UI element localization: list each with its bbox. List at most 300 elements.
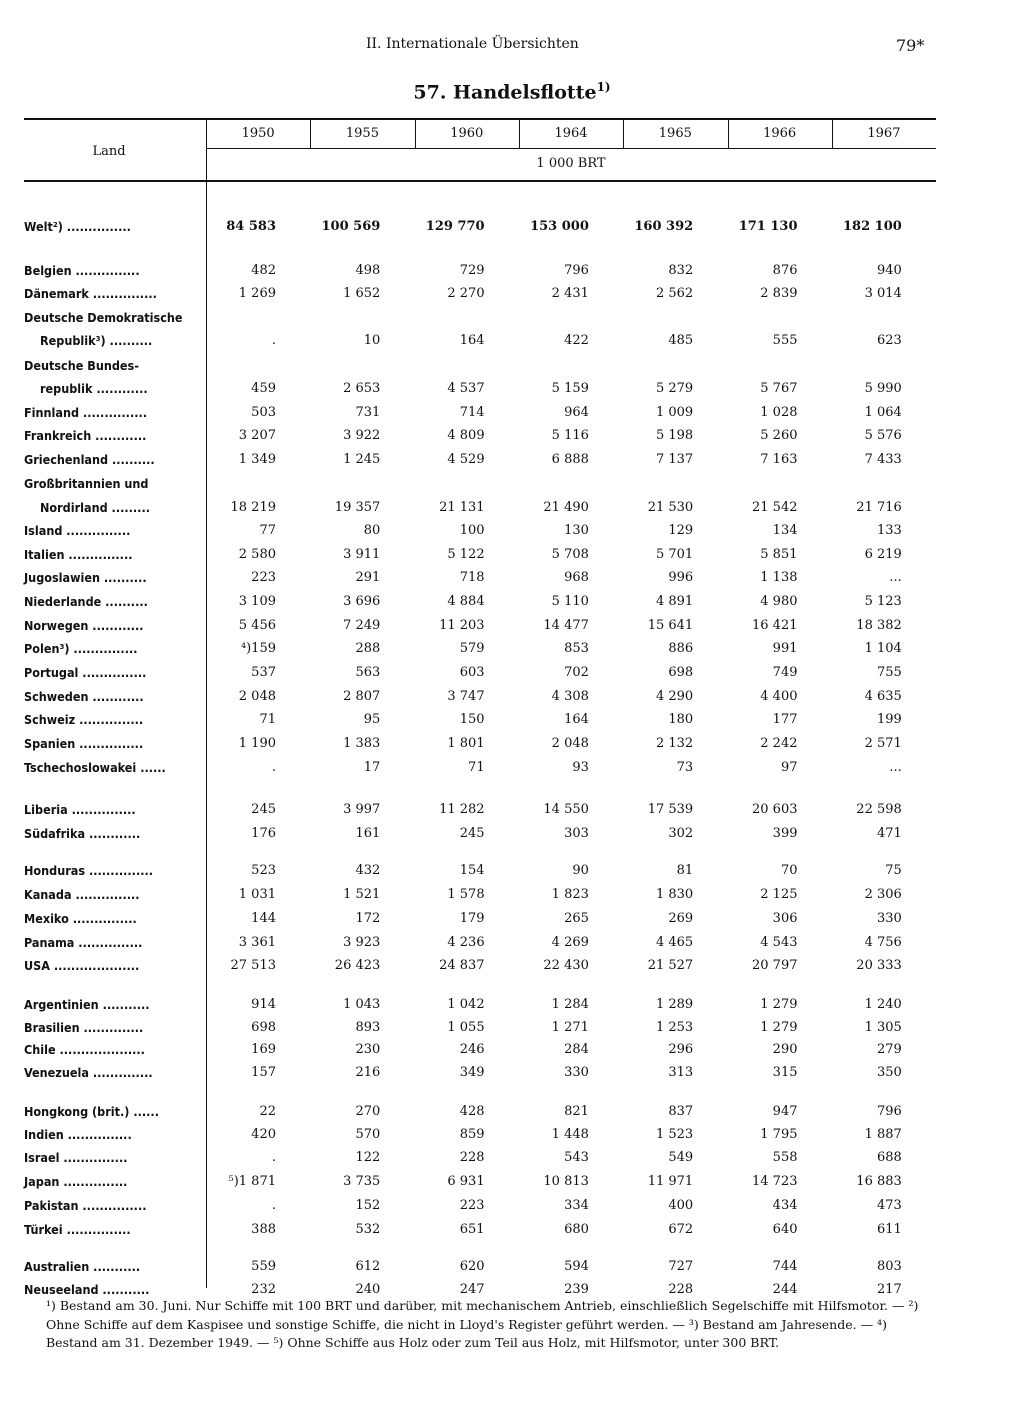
value-cell: 543 <box>564 1150 589 1165</box>
value-cell: 2 270 <box>447 286 485 301</box>
value-cell: 651 <box>459 1222 485 1237</box>
value-cell: 3 207 <box>238 428 276 443</box>
table-row <box>20 310 936 332</box>
country-label: Indien ............... <box>24 1127 132 1142</box>
table-row <box>20 618 936 640</box>
country-label: Italien ............... <box>24 547 133 562</box>
table-row <box>20 1259 936 1281</box>
value-cell: 84 583 <box>226 219 276 234</box>
value-cell: 968 <box>564 570 589 585</box>
value-cell: 1 042 <box>447 997 485 1012</box>
value-cell: 7 433 <box>864 452 902 467</box>
value-cell: 20 333 <box>856 958 902 973</box>
value-cell: 3 696 <box>343 594 381 609</box>
value-cell: 129 770 <box>425 219 485 234</box>
unit-header: 1 000 BRT <box>536 156 606 171</box>
value-cell: 129 <box>668 523 694 538</box>
value-cell: 755 <box>876 665 902 680</box>
value-cell: 22 430 <box>543 958 589 973</box>
value-cell: 11 282 <box>439 802 485 817</box>
value-cell: 153 000 <box>530 219 589 234</box>
value-cell: 296 <box>668 1042 694 1057</box>
column-divider <box>728 118 729 148</box>
column-divider <box>519 118 520 148</box>
table-row <box>20 935 936 957</box>
value-cell: 160 392 <box>634 219 694 234</box>
year-header: 1964 <box>554 126 588 141</box>
table-row <box>20 1174 936 1196</box>
table-row <box>20 523 936 545</box>
value-cell: 680 <box>564 1222 589 1237</box>
table-row <box>20 547 936 569</box>
value-cell: 893 <box>355 1020 381 1035</box>
value-cell: 1 104 <box>864 641 902 656</box>
country-label: Belgien ............... <box>24 263 140 278</box>
value-cell: 570 <box>355 1127 381 1142</box>
value-cell: 303 <box>564 826 589 841</box>
country-label: Welt²) ............... <box>24 219 131 234</box>
table-row <box>20 1150 936 1172</box>
country-label: Schweiz ............... <box>24 712 144 727</box>
value-cell: 291 <box>355 570 381 585</box>
table-row <box>20 500 936 522</box>
table-row <box>20 219 936 241</box>
value-cell: 21 527 <box>647 958 694 973</box>
value-cell: 217 <box>876 1282 902 1297</box>
value-cell: 698 <box>251 1020 276 1035</box>
value-cell: 171 130 <box>738 219 798 234</box>
value-cell: 744 <box>772 1259 798 1274</box>
country-label: Griechenland .......... <box>24 452 155 467</box>
table-row <box>20 689 936 711</box>
value-cell: 5 851 <box>760 547 798 562</box>
value-cell: 1 269 <box>238 286 276 301</box>
value-cell: 1 578 <box>447 887 485 902</box>
value-cell: 284 <box>564 1042 589 1057</box>
value-cell: 5 260 <box>760 428 798 443</box>
value-cell: 21 490 <box>543 500 589 515</box>
value-cell: 81 <box>676 863 694 878</box>
value-cell: 549 <box>668 1150 694 1165</box>
value-cell: 2 562 <box>655 286 694 301</box>
value-cell: 964 <box>564 405 589 420</box>
value-cell: 428 <box>459 1104 485 1119</box>
value-cell: 21 542 <box>752 500 798 515</box>
value-cell: 1 138 <box>760 570 798 585</box>
value-cell: 603 <box>459 665 485 680</box>
value-cell: 672 <box>668 1222 694 1237</box>
value-cell: 4 756 <box>864 935 902 950</box>
value-cell: 17 539 <box>647 802 694 817</box>
value-cell: 859 <box>459 1127 485 1142</box>
table-row <box>20 760 936 782</box>
value-cell: 702 <box>564 665 589 680</box>
country-label: Japan ............... <box>24 1174 128 1189</box>
value-cell: 485 <box>668 333 694 348</box>
country-label: Island ............... <box>24 523 131 538</box>
value-cell: 21 530 <box>647 500 694 515</box>
value-cell: 2 048 <box>238 689 276 704</box>
value-cell: 1 253 <box>655 1020 694 1035</box>
value-cell: 422 <box>564 333 589 348</box>
value-cell: 4 269 <box>551 935 589 950</box>
country-label: Niederlande .......... <box>24 594 148 609</box>
value-cell: 4 980 <box>760 594 798 609</box>
value-cell: 5 279 <box>655 381 694 396</box>
value-cell: 714 <box>459 405 485 420</box>
value-cell: 1 240 <box>864 997 902 1012</box>
value-cell: 5 159 <box>551 381 589 396</box>
value-cell: 26 423 <box>334 958 381 973</box>
country-label: USA .................... <box>24 958 140 973</box>
value-cell: 80 <box>363 523 381 538</box>
value-cell: 555 <box>772 333 798 348</box>
value-cell: . <box>271 1198 276 1213</box>
value-cell: 1 009 <box>655 405 694 420</box>
value-cell: 21 131 <box>439 500 485 515</box>
value-cell: 623 <box>876 333 902 348</box>
value-cell: 20 797 <box>752 958 798 973</box>
section-title: II. Internationale Übersichten <box>366 36 579 52</box>
value-cell: 3 735 <box>343 1174 381 1189</box>
value-cell: 796 <box>876 1104 902 1119</box>
value-cell: 244 <box>772 1282 798 1297</box>
footnotes: ¹) Bestand am 30. Juni. Nur Schiffe mit 100 BRT und darüber, mit mechanischem Antrieb, einschließlich Segelschiffe mit Hilfsmotor. — ²) Ohne Schiffe auf dem Kaspisee und sonstige Schiffe, die nicht in Lloyd's Register geführt werden. — ³) Bestand am Jahresende. — ⁴) Bestand am 31. Dezember 1949. — ⁵) Ohne Schiffe aus Holz oder zum Teil aus Holz, mit Hilfsmotor, unter 300 BRT. <box>46 1298 919 1350</box>
value-cell: 247 <box>459 1282 485 1297</box>
value-cell: 180 <box>668 712 694 727</box>
value-cell: 1 284 <box>551 997 589 1012</box>
value-cell: 161 <box>355 826 381 841</box>
value-cell: 4 543 <box>760 935 798 950</box>
value-cell: 1 043 <box>343 997 381 1012</box>
header-bottom-rule <box>24 180 936 182</box>
value-cell: 2 242 <box>760 736 798 751</box>
value-cell: 532 <box>355 1222 381 1237</box>
country-label: Finnland ............... <box>24 405 148 420</box>
table-row <box>20 712 936 734</box>
country-label: Republik³) .......... <box>40 333 153 348</box>
value-cell: 10 <box>363 333 381 348</box>
value-cell: 3 911 <box>343 547 381 562</box>
value-cell: 245 <box>459 826 485 841</box>
value-cell: 4 308 <box>551 689 589 704</box>
value-cell: 134 <box>772 523 798 538</box>
value-cell: 388 <box>251 1222 276 1237</box>
value-cell: 1 448 <box>551 1127 589 1142</box>
value-cell: 7 249 <box>343 618 381 633</box>
value-cell: 3 997 <box>343 802 381 817</box>
value-cell: 5 123 <box>864 594 902 609</box>
value-cell: 1 289 <box>655 997 694 1012</box>
table-row <box>20 263 936 285</box>
title-text: 57. Handelsflotte <box>413 81 597 104</box>
country-label: Türkei ............... <box>24 1222 131 1237</box>
value-cell: 886 <box>668 641 694 656</box>
value-cell: 154 <box>459 863 485 878</box>
value-cell: 279 <box>876 1042 902 1057</box>
value-cell: 434 <box>772 1198 798 1213</box>
value-cell: 611 <box>876 1222 902 1237</box>
table-row <box>20 665 936 687</box>
value-cell: 22 <box>259 1104 276 1119</box>
value-cell: 698 <box>668 665 694 680</box>
value-cell: 334 <box>564 1198 589 1213</box>
value-cell: 77 <box>259 523 276 538</box>
value-cell: 2 132 <box>655 736 694 751</box>
country-label: Argentinien ........... <box>24 997 150 1012</box>
unit-rule <box>206 148 936 149</box>
country-label: Kanada ............... <box>24 887 140 902</box>
country-label: Australien ........... <box>24 1259 141 1274</box>
value-cell: 330 <box>564 1065 589 1080</box>
value-cell: 432 <box>355 863 381 878</box>
value-cell: 172 <box>355 911 381 926</box>
value-cell: 940 <box>876 263 902 278</box>
value-cell: 876 <box>772 263 798 278</box>
value-cell: 6 219 <box>864 547 902 562</box>
value-cell: 594 <box>564 1259 589 1274</box>
value-cell: ... <box>889 760 902 775</box>
country-label: Pakistan ............... <box>24 1198 147 1213</box>
value-cell: 947 <box>772 1104 798 1119</box>
value-cell: 182 100 <box>842 219 902 234</box>
value-cell: 749 <box>772 665 798 680</box>
value-cell: 1 031 <box>238 887 276 902</box>
table-title <box>0 80 1024 103</box>
value-cell: 559 <box>251 1259 276 1274</box>
value-cell: 2 580 <box>238 547 276 562</box>
value-cell: 558 <box>772 1150 798 1165</box>
value-cell: 18 382 <box>856 618 902 633</box>
value-cell: 991 <box>772 641 798 656</box>
value-cell: 19 357 <box>334 500 381 515</box>
value-cell: 471 <box>876 826 902 841</box>
value-cell: 400 <box>668 1198 694 1213</box>
value-cell: 1 801 <box>447 736 485 751</box>
value-cell: 1 823 <box>551 887 589 902</box>
country-label: Israel ............... <box>24 1150 128 1165</box>
value-cell: 14 550 <box>543 802 589 817</box>
column-divider <box>206 118 207 1288</box>
value-cell: 523 <box>251 863 276 878</box>
country-label: Nordirland ......... <box>40 500 150 515</box>
country-label: Großbritannien und <box>24 476 149 491</box>
value-cell: 93 <box>572 760 589 775</box>
value-cell: 14 723 <box>752 1174 798 1189</box>
value-cell: 3 747 <box>447 689 485 704</box>
year-header: 1955 <box>345 126 379 141</box>
table-row <box>20 1042 936 1064</box>
country-label: Südafrika ............ <box>24 826 141 841</box>
value-cell: 330 <box>876 911 902 926</box>
year-header: 1960 <box>450 126 484 141</box>
table-row <box>20 802 936 824</box>
value-cell: 4 529 <box>447 452 485 467</box>
value-cell: 16 883 <box>856 1174 902 1189</box>
value-cell: 473 <box>876 1198 902 1213</box>
value-cell: 17 <box>363 760 381 775</box>
value-cell: 3 922 <box>343 428 381 443</box>
value-cell: 315 <box>772 1065 798 1080</box>
table-row <box>20 570 936 592</box>
value-cell: 14 477 <box>543 618 589 633</box>
value-cell: 230 <box>355 1042 381 1057</box>
value-cell: 164 <box>459 333 485 348</box>
value-cell: 100 569 <box>321 219 381 234</box>
value-cell: 4 635 <box>864 689 902 704</box>
value-cell: 5 198 <box>655 428 694 443</box>
value-cell: 245 <box>251 802 276 817</box>
table-row <box>20 452 936 474</box>
value-cell: 228 <box>459 1150 485 1165</box>
value-cell: 2 839 <box>760 286 798 301</box>
value-cell: 6 888 <box>551 452 589 467</box>
value-cell: 157 <box>251 1065 276 1080</box>
value-cell: 4 236 <box>447 935 485 950</box>
value-cell: 420 <box>251 1127 276 1142</box>
year-header: 1967 <box>867 126 901 141</box>
value-cell: 232 <box>251 1282 276 1297</box>
value-cell: 5 110 <box>551 594 589 609</box>
value-cell: 27 513 <box>230 958 276 973</box>
table-row <box>20 405 936 427</box>
value-cell: 177 <box>772 712 798 727</box>
table-row <box>20 997 936 1019</box>
value-cell: 3 361 <box>238 935 276 950</box>
value-cell: 853 <box>564 641 589 656</box>
value-cell: 727 <box>668 1259 694 1274</box>
value-cell: 4 809 <box>447 428 485 443</box>
year-header: 1950 <box>241 126 275 141</box>
value-cell: 1 190 <box>238 736 276 751</box>
table-row <box>20 826 936 848</box>
country-label: Venezuela .............. <box>24 1065 153 1080</box>
value-cell: 498 <box>355 263 381 278</box>
value-cell: 71 <box>259 712 276 727</box>
column-divider <box>623 118 624 148</box>
value-cell: 1 383 <box>343 736 381 751</box>
table-row <box>20 1127 936 1149</box>
year-header: 1965 <box>658 126 692 141</box>
value-cell: 24 837 <box>439 958 485 973</box>
table-row <box>20 286 936 308</box>
value-cell: 5 456 <box>238 618 276 633</box>
value-cell: 1 279 <box>760 1020 798 1035</box>
value-cell: . <box>271 333 276 348</box>
value-cell: 164 <box>564 712 589 727</box>
value-cell: 3 109 <box>238 594 276 609</box>
value-cell: 832 <box>668 263 694 278</box>
value-cell: 482 <box>251 263 276 278</box>
table-row <box>20 381 936 403</box>
value-cell: 265 <box>564 911 589 926</box>
value-cell: 5 990 <box>864 381 902 396</box>
value-cell: 3 923 <box>343 935 381 950</box>
value-cell: 4 537 <box>447 381 485 396</box>
table-row <box>20 1198 936 1220</box>
value-cell: ... <box>889 570 902 585</box>
table-row <box>20 594 936 616</box>
page-header <box>0 36 1024 58</box>
country-label: Deutsche Bundes- <box>24 358 139 373</box>
value-cell: 5 116 <box>551 428 589 443</box>
table-row <box>20 736 936 758</box>
value-cell: 11 971 <box>647 1174 694 1189</box>
table-row <box>20 1020 936 1042</box>
value-cell: 240 <box>355 1282 381 1297</box>
value-cell: 21 716 <box>856 500 902 515</box>
value-cell: 75 <box>885 863 902 878</box>
value-cell: 5 701 <box>655 547 694 562</box>
country-label: Frankreich ............ <box>24 428 147 443</box>
value-cell: 1 028 <box>760 405 798 420</box>
land-header: Land <box>92 144 126 159</box>
value-cell: 199 <box>876 712 902 727</box>
value-cell: 1 349 <box>238 452 276 467</box>
value-cell: 223 <box>459 1198 485 1213</box>
value-cell: 7 137 <box>655 452 694 467</box>
value-cell: 503 <box>251 405 276 420</box>
value-cell: 349 <box>459 1065 485 1080</box>
country-label: Panama ............... <box>24 935 143 950</box>
value-cell: 4 891 <box>655 594 694 609</box>
value-cell: 2 571 <box>864 736 902 751</box>
value-cell: 5 708 <box>551 547 589 562</box>
value-cell: 290 <box>772 1042 798 1057</box>
value-cell: ⁵)1 871 <box>228 1174 276 1189</box>
value-cell: 731 <box>355 405 381 420</box>
country-label: Neuseeland ........... <box>24 1282 150 1297</box>
country-label: Deutsche Demokratische <box>24 310 183 325</box>
value-cell: 176 <box>251 826 276 841</box>
value-cell: 216 <box>355 1065 381 1080</box>
value-cell: 269 <box>668 911 694 926</box>
value-cell: 302 <box>668 826 694 841</box>
value-cell: 1 055 <box>447 1020 485 1035</box>
value-cell: 837 <box>668 1104 694 1119</box>
value-cell: 10 813 <box>543 1174 589 1189</box>
value-cell: 996 <box>668 570 694 585</box>
value-cell: 152 <box>355 1198 381 1213</box>
value-cell: 90 <box>572 863 589 878</box>
value-cell: 313 <box>668 1065 694 1080</box>
column-divider <box>415 118 416 148</box>
value-cell: 70 <box>780 863 798 878</box>
value-cell: 640 <box>772 1222 798 1237</box>
value-cell: 169 <box>251 1042 276 1057</box>
country-label: republik ............ <box>40 381 148 396</box>
value-cell: 1 245 <box>343 452 381 467</box>
value-cell: 239 <box>564 1282 589 1297</box>
country-label: Brasilien .............. <box>24 1020 144 1035</box>
value-cell: 4 884 <box>447 594 485 609</box>
value-cell: 1 521 <box>343 887 381 902</box>
value-cell: 5 767 <box>760 381 798 396</box>
country-label: Polen³) ............... <box>24 641 138 656</box>
value-cell: 2 807 <box>343 689 381 704</box>
value-cell: 73 <box>676 760 694 775</box>
country-label: Liberia ............... <box>24 802 136 817</box>
value-cell: 1 305 <box>864 1020 902 1035</box>
value-cell: 2 125 <box>760 887 798 902</box>
country-label: Jugoslawien .......... <box>24 570 147 585</box>
value-cell: 4 290 <box>655 689 694 704</box>
value-cell: 1 279 <box>760 997 798 1012</box>
value-cell: 620 <box>459 1259 485 1274</box>
value-cell: 20 603 <box>752 802 798 817</box>
value-cell: 18 219 <box>230 500 276 515</box>
value-cell: 11 203 <box>439 618 485 633</box>
